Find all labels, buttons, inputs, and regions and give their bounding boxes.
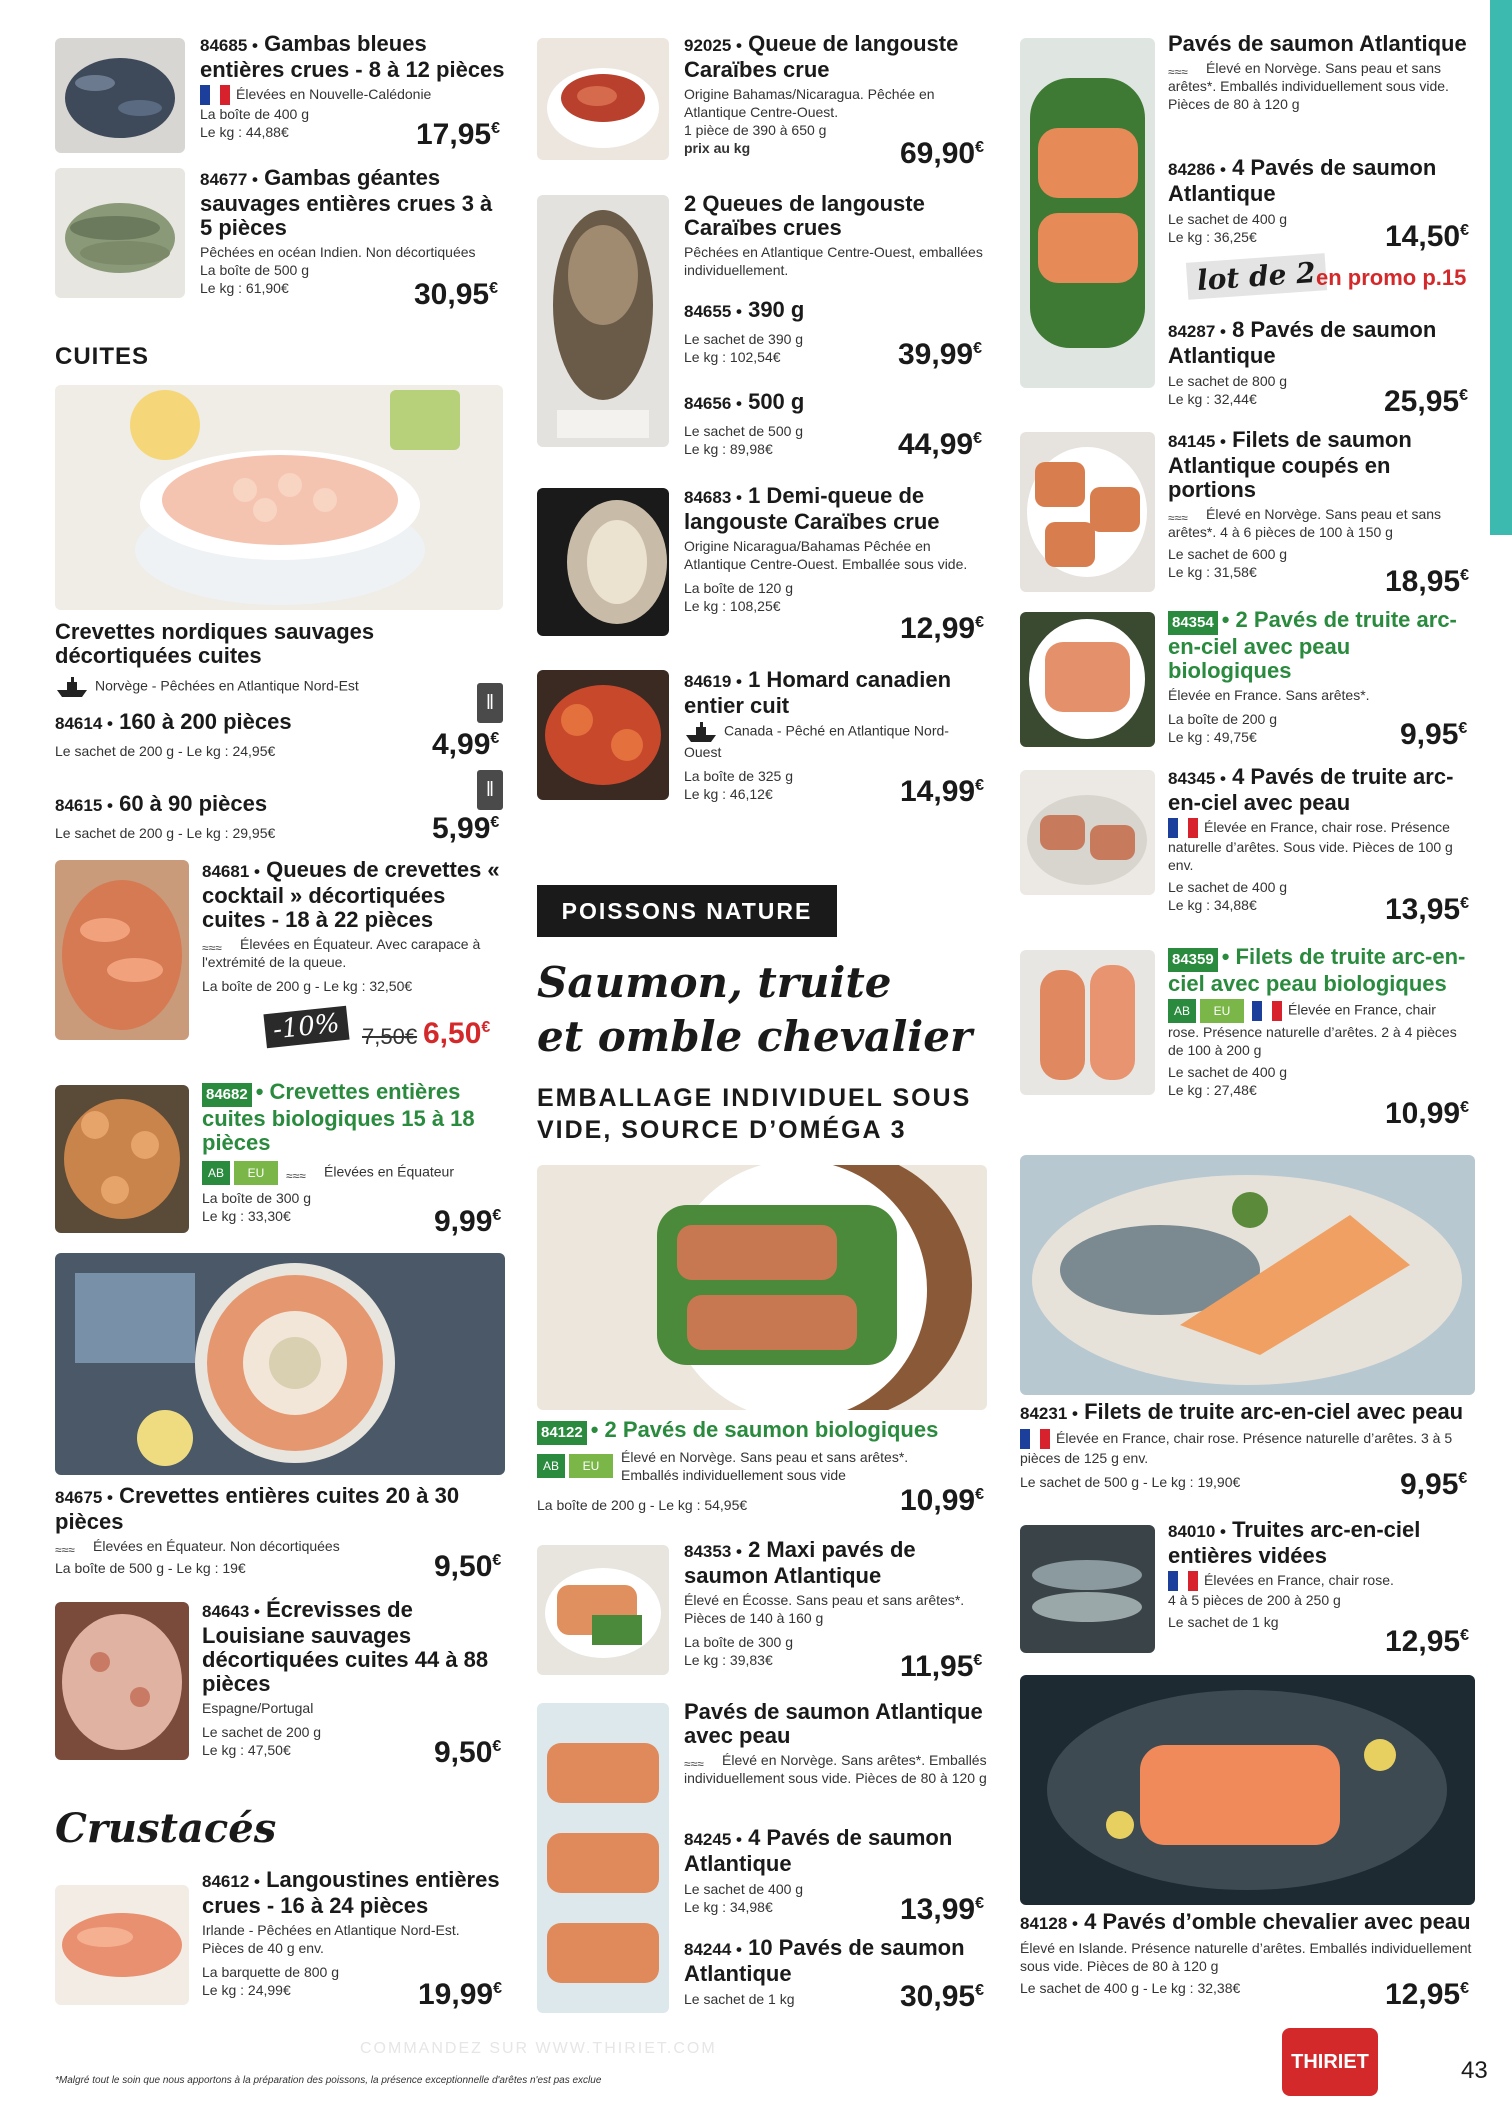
product-84345 [1168,765,1468,914]
product-84010 [1168,1518,1468,1631]
title-saumon-truite: Saumon, truite [537,958,892,1007]
price-84244 [900,1980,984,2014]
price-per-kg: Le kg : 27,48€ [1168,1082,1257,1098]
price-value: 14,99 [900,775,976,808]
price-84619 [900,775,984,809]
section-title-crustaces: Crustacés [55,1805,277,1852]
ecrevisses-photo [55,1602,189,1760]
pack-size: La boîte de 200 g [1168,711,1277,727]
product-code: 84287 • [1168,322,1226,341]
currency: € [1460,1627,1469,1644]
product-84615 [55,792,415,842]
ab-bio-logo-icon: AB [202,1161,230,1185]
pack-size: Le sachet de 400 g [684,1881,804,1897]
old-price: 7,50€ [362,1024,418,1049]
price-value: 17,95 [416,118,492,151]
product-name: 390 g [748,297,805,322]
thiriet-logo: THIRIET [1282,2028,1378,2096]
queues-crevettes-photo [55,860,189,1040]
price-84286 [1385,220,1469,254]
pack-size: Le sachet de 200 g - Le kg : 24,95€ [55,743,276,759]
product-code: 84643 • [202,1602,260,1621]
page-number: 43 [1461,2057,1488,2084]
price-84675 [434,1550,501,1584]
price-value: 30,95 [900,1980,976,2013]
product-84655 [684,298,884,366]
product-code: 84353 • [684,1542,742,1561]
currency: € [490,730,500,747]
france-flag-icon [200,85,230,105]
product-description: Élevée en France, chair rose. Présence naturelle d’arêtes. 3 à 5 pièces de 125 g env. [1020,1430,1453,1467]
product-code: 84245 • [684,1830,742,1849]
product-name: 2 Maxi pavés de saumon Atlantique [684,1537,916,1588]
product-code: 84359 [1168,948,1218,972]
pack-size: La boîte de 400 g [200,106,309,123]
gambas-bleues-photo [55,38,185,153]
promo-link[interactable]: en promo p.15 [1316,265,1467,290]
queues-langouste-group [684,192,984,279]
product-name: 8 Pavés de saumon Atlantique [1168,317,1437,368]
farm-wave-icon: ≈≈≈ [202,941,222,956]
price-84122 [900,1484,984,1518]
france-flag-icon [1252,1001,1282,1021]
homard-photo [537,670,669,800]
price-92025 [900,137,984,171]
langoustines-photo [55,1885,189,2005]
product-code: 84010 • [1168,1522,1226,1541]
crevettes-bio-photo [55,1085,189,1233]
price-84685 [416,118,500,152]
pack-size: La boîte de 325 g [684,768,793,784]
product-code: 84681 • [202,862,260,881]
product-description: Élevée en France, chair rose. Présence naturelle d’arêtes. Sous vide. Pièces de 100 g env. [1168,819,1453,874]
product-description: Origine Bahamas/Nicaragua. Pêchée en Atlantique Centre-Ouest. [684,86,935,120]
product-origin: Irlande - Pêchées en Atlantique Nord-Est. [202,1922,460,1938]
product-84359: 84359 • Filets de truite arc-en-ciel avec peau biologiques AB EU Élevée en France, chair rose. Présence naturelle d’arêtes. 2 à 4 pièces de 100 à 200 g Le sachet de 400 g Le kg : 27,48€ [1168,945,1468,1099]
price-value: 12,95 [1385,1625,1461,1658]
farm-wave-icon: ≈≈≈ [55,1543,75,1558]
pack-size: La boîte de 200 g - Le kg : 54,95€ [537,1497,748,1513]
piece-weight: Pièces de 40 g env. [202,1940,324,1956]
product-84354: 84354 • 2 Pavés de truite arc-en-ciel avec peau biologiques Élevée en France. Sans arêtes*. La boîte de 200 g Le kg : 49,75€ [1168,608,1468,746]
price-value: 69,90 [900,137,976,170]
product-84675 [55,1484,485,1577]
demi-queue-photo [537,488,669,636]
pack-size: La boîte de 300 g [684,1634,793,1650]
crevettes-entieres-photo [55,1253,505,1475]
ab-bio-logo-icon: AB [1168,999,1196,1023]
crevettes-nordiques [55,620,455,698]
price-per-kg: Le kg : 34,88€ [1168,897,1257,914]
product-code: 84614 • [55,714,113,733]
price-per-kg: Le kg : 47,50€ [202,1742,291,1758]
price-value: 30,95 [414,278,490,311]
title-omble-chevalier: et omble chevalier [537,1012,973,1061]
price-per-kg: Le kg : 39,83€ [684,1652,773,1668]
price-per-kg: Le kg : 108,25€ [684,598,781,614]
pack-size: La boîte de 500 g [200,262,309,278]
queue-langouste-photo [537,38,669,160]
product-name: 2 Pavés de saumon biologiques [604,1417,939,1442]
product-name: Gambas bleues entières crues - 8 à 12 pièces [200,31,505,82]
price-unit: prix au kg [684,140,751,156]
product-code: 84655 • [684,302,742,321]
product-code: 84128 • [1020,1914,1078,1933]
footer-url: COMMANDEZ SUR WWW.THIRIET.COM [360,2040,717,2057]
boat-icon [55,676,89,698]
pack-size: La boîte de 200 g - Le kg : 32,50€ [202,978,413,994]
pack-size: Le sachet de 400 g [1168,879,1288,896]
product-code: 84612 • [202,1872,260,1891]
product-name: Écrevisses de Louisiane sauvages décortiquées cuites 44 à 88 pièces [202,1597,489,1696]
product-code: 92025 • [684,36,742,55]
gambas-geantes-photo [55,168,185,298]
product-name: Queue de langouste Caraïbes crue [684,31,959,82]
product-name: 4 Pavés de saumon Atlantique [1168,155,1437,206]
currency: € [493,1980,502,1997]
pack-size: Le sachet de 500 g [684,423,804,439]
price-value: 9,50 [434,1736,493,1769]
product-name: Truites arc-en-ciel entières vidées [1168,1517,1421,1568]
pack-size: Le sachet de 400 g - Le kg : 32,38€ [1020,1980,1241,1996]
section-title-cuites: CUITES [55,343,150,370]
product-name: Pavés de saumon Atlantique [1168,31,1467,56]
boat-icon [684,721,718,743]
price-84359 [1385,1097,1469,1131]
price-per-kg: Le kg : 49,75€ [1168,729,1257,745]
truite-bio-photo [1020,612,1155,747]
currency: € [973,430,982,447]
product-description: Élevé en Écosse. Sans peau et sans arêtes*. Pièces de 140 à 160 g [684,1592,965,1626]
product-84682: 84682 • Crevettes entières cuites biologiques 15 à 18 pièces AB EU ≈≈≈ Élevées en Équateur La boîte de 300 g Le kg : 33,30€ [202,1080,512,1225]
product-code: 84615 • [55,796,113,815]
currency: € [481,1019,491,1036]
france-flag-icon [1020,1429,1050,1449]
price-84643 [434,1736,501,1770]
product-origin: Norvège - Pêchées en Atlantique Nord-Est [95,677,359,694]
discount-badge: -10% [263,1006,349,1048]
currency: € [491,120,500,137]
pack-size: La boîte de 300 g [202,1190,311,1206]
product-84681 [202,858,512,995]
price-84345 [1385,893,1469,927]
currency: € [489,280,498,297]
currency: € [975,1982,984,1999]
currency: € [973,340,982,357]
currency: € [975,777,984,794]
product-name: 2 Queues de langouste Caraïbes crues [684,191,925,240]
france-flag-icon [1168,1571,1198,1591]
product-name: 1 Demi-queue de langouste Caraïbes crue [684,483,940,534]
currency: € [492,1738,502,1755]
product-name: Langoustines entières crues - 16 à 24 pièces [202,1867,500,1918]
price-84128 [1385,1978,1469,2012]
pack-size: La boîte de 120 g [684,580,793,596]
product-code: 84231 • [1020,1404,1078,1423]
price-84353 [900,1650,982,1684]
product-code: 84354 [1168,611,1218,635]
currency: € [490,814,500,831]
footer-disclaimer: *Malgré tout le soin que nous apportons à la préparation des poissons, la présence exceptionnelle d'arêtes n'est pas exclue [55,2075,602,2086]
paves-avec-peau-group [684,1700,994,1787]
price-value: 44,99 [898,428,974,461]
product-name: 160 à 200 pièces [119,709,292,734]
price-per-kg: Le kg : 32,44€ [1168,391,1257,407]
product-84656 [684,390,884,458]
eu-organic-leaf-icon: EU [234,1161,278,1185]
product-code: 84286 • [1168,160,1226,179]
product-name: Gambas géantes sauvages entières crues 3 à 5 pièces [200,165,493,240]
product-code: 84122 [537,1421,587,1445]
product-origin: Élevées en Équateur. Avec carapace à l'extrémité de la queue. [202,936,481,970]
product-name: 1 Homard canadien entier cuit [684,667,952,718]
price-value: 6,50 [423,1017,482,1050]
price-84287 [1384,385,1468,419]
price-value: 5,99 [432,812,491,845]
price-84612 [418,1978,502,2012]
product-description: Élevé en Norvège. Sans peau et sans arêtes*. [621,1449,909,1465]
product-origin: Pêchées en océan Indien. Non décortiquées [200,244,476,260]
price-per-kg: Le kg : 46,12€ [684,786,773,802]
currency: € [1460,1099,1469,1116]
product-name: Pavés de saumon Atlantique avec peau [684,1699,983,1748]
product-name: 4 Pavés de saumon Atlantique [684,1825,953,1876]
price-per-kg: Le kg : 44,88€ [200,124,289,141]
price-84677 [414,278,498,312]
currency: € [1459,387,1468,404]
product-origin: Élevées en Équateur [324,1163,454,1180]
product-origin: Élevées en Équateur. Non décortiquées [93,1538,340,1554]
pack-size: La boîte de 500 g - Le kg : 19€ [55,1560,246,1576]
product-84643 [202,1598,512,1759]
piece-weight: 1 pièce de 390 à 650 g [684,122,827,138]
product-code: 84619 • [684,672,742,691]
currency: € [975,139,984,156]
paves-saumon-photo [1020,38,1155,388]
pack-size: Le sachet de 400 g [1168,211,1288,227]
product-origin: Élevées en Nouvelle-Calédonie [236,86,432,102]
price-value: 10,99 [1385,1097,1461,1130]
poissons-nature-banner: POISSONS NATURE [537,885,837,937]
pack-size: Le sachet de 600 g [1168,546,1288,562]
currency: € [973,1652,983,1669]
product-code: 84675 • [55,1488,113,1507]
price-value: 19,99 [418,1978,494,2011]
pack-size: Le sachet de 400 g [1168,1064,1288,1080]
price-value: 11,95 [900,1650,974,1683]
piece-weight: 4 à 5 pièces de 200 à 250 g [1168,1592,1341,1609]
price-value: 14,50 [1385,220,1461,253]
product-origin: Espagne/Portugal [202,1700,314,1716]
paves-truite-photo [1020,770,1155,895]
pack-size: Le sachet de 1 kg [1168,1614,1279,1631]
pack-size: Le sachet de 1 kg [684,1991,795,2007]
currency: € [1460,567,1469,584]
product-name: Queues de crevettes « cocktail » décortiquées cuites - 18 à 22 pièces [202,857,500,932]
product-code: 84656 • [684,394,742,413]
product-code: 84145 • [1168,432,1226,451]
price-per-kg: Le kg : 89,98€ [684,441,773,457]
paves-avec-peau-photo [537,1703,669,2013]
product-name: Crevettes entières cuites biologiques 15 à 18 pièces [202,1079,475,1155]
pack-size: La barquette de 800 g [202,1964,340,1980]
price-84656 [898,428,982,462]
product-description: Pêchées en Atlantique Centre-Ouest, emballées individuellement. [684,244,983,278]
price-84145 [1385,565,1469,599]
currency: € [975,1895,984,1912]
queues-langouste-photo [537,195,669,447]
product-description: Élevée en France. Sans arêtes*. [1168,687,1370,703]
cutlery-icon: ǁ [477,770,503,810]
product-description: Élevées en France, chair rose. [1204,1572,1394,1588]
price-per-kg: Le kg : 34,98€ [684,1899,773,1915]
product-description: Élevé en Norvège. Sans peau et sans arêtes*. 4 à 6 pièces de 100 à 150 g [1168,506,1442,540]
price-value: 25,95 [1384,385,1460,418]
currency: € [975,614,984,631]
price-value: 9,50 [434,1550,493,1583]
product-description: Élevé en Islande. Présence naturelle d’arêtes. Emballés individuellement sous vide. Pièces de 80 à 120 g [1020,1940,1472,1974]
price-value: 4,99 [432,728,491,761]
price-84682 [434,1205,501,1239]
product-84614 [55,710,415,760]
farm-wave-icon: ≈≈≈ [1168,511,1188,526]
eu-organic-leaf-icon: EU [569,1454,613,1478]
product-name: Crevettes entières cuites 20 à 30 pièces [55,1483,460,1534]
price-value: 10,99 [900,1484,976,1517]
product-description: Élevée en France, chair rose. Présence naturelle d’arêtes. 2 à 4 pièces de 100 à 200 g [1168,1001,1457,1058]
product-84145 [1168,428,1468,581]
price-value: 12,95 [1385,1978,1461,2011]
product-name: Filets de saumon Atlantique coupés en portions [1168,427,1412,502]
price-84614 [432,728,499,762]
product-code: 84677 • [200,170,258,189]
price-per-kg: Le kg : 36,25€ [1168,229,1257,245]
product-code: 84683 • [684,488,742,507]
pack-size: Le sachet de 200 g [202,1724,322,1740]
price-per-kg: Le kg : 24,99€ [202,1982,291,1998]
price-84354 [1400,718,1467,752]
product-code: 84685 • [200,36,258,55]
filets-saumon-portions-photo [1020,432,1155,592]
farm-wave-icon: ≈≈≈ [286,1169,306,1183]
currency: € [1458,1470,1468,1487]
price-value: 13,99 [900,1893,976,1926]
promo-price [423,1017,490,1051]
product-code: 84682 [202,1083,252,1107]
currency: € [492,1207,502,1224]
price-84683 [900,612,984,646]
filets-truite-photo [1020,1155,1475,1395]
product-description: Origine Nicaragua/Bahamas Pêchée en Atlantique Centre-Ouest. Emballée sous vide. [684,538,968,572]
product-code: 84345 • [1168,769,1226,788]
product-name: Filets de truite arc-en-ciel avec peau biologiques [1168,944,1466,996]
pack-size: Le sachet de 200 g - Le kg : 29,95€ [55,825,276,841]
product-name: 2 Pavés de truite arc-en-ciel avec peau biologiques [1168,607,1457,683]
farm-wave-icon: ≈≈≈ [684,1757,704,1772]
product-code: 84244 • [684,1940,742,1959]
currency: € [492,1552,502,1569]
currency: € [1460,222,1469,239]
product-name: 4 Pavés d’omble chevalier avec peau [1084,1909,1471,1934]
price-value: 18,95 [1385,565,1461,598]
price-per-kg: Le kg : 61,90€ [200,280,289,296]
price-per-kg: Le kg : 31,58€ [1168,564,1257,580]
product-origin: Canada - Pêché en Atlantique Nord-Ouest [684,722,949,760]
product-description: Élevé en Norvège. Sans peau et sans arêtes*. Emballés individuellement sous vide. Pièces de 80 à 120 g [1168,60,1449,112]
side-color-band [1490,0,1512,535]
pack-size: Le sachet de 800 g [1168,373,1288,389]
saumon-bio-photo [537,1165,987,1410]
price-per-kg: Le kg : 33,30€ [202,1208,291,1224]
ab-bio-logo-icon: AB [537,1454,565,1478]
price-per-kg: Le kg : 102,54€ [684,349,781,365]
currency: € [1460,1980,1469,1997]
price-value: 39,99 [898,338,974,371]
eu-organic-leaf-icon: EU [1200,999,1244,1023]
currency: € [1458,720,1468,737]
filets-truite-bio-photo [1020,950,1155,1095]
paves-saumon-group [1168,32,1468,113]
pack-size: Le sachet de 390 g [684,331,804,347]
packaging-note: Emballés individuellement sous vide [621,1467,846,1483]
currency: € [975,1486,984,1503]
emballage-line-2: VIDE, SOURCE D’OMÉGA 3 [537,1116,907,1144]
truites-entieres-photo [1020,1525,1155,1653]
product-name: 4 Pavés de truite arc-en-ciel avec peau [1168,764,1454,815]
price-value: 13,95 [1385,893,1461,926]
omble-chevalier-photo [1020,1675,1475,1905]
price-value: 9,95 [1400,718,1459,751]
pack-size: Le sachet de 500 g - Le kg : 19,90€ [1020,1474,1241,1491]
product-name: Filets de truite arc-en-ciel avec peau [1084,1399,1464,1424]
emballage-heading [537,1082,971,1146]
product-name: 60 à 90 pièces [119,791,268,816]
emballage-line-1: EMBALLAGE INDIVIDUEL SOUS [537,1084,972,1112]
price-value: 9,99 [434,1205,493,1238]
product-name: 10 Pavés de saumon Atlantique [684,1935,965,1986]
currency: € [1460,895,1469,912]
maxi-paves-photo [537,1545,669,1675]
product-name: 500 g [748,389,805,414]
price-84231 [1400,1468,1467,1502]
price-value: 9,95 [1400,1468,1459,1501]
france-flag-icon [1168,818,1198,838]
farm-wave-icon: ≈≈≈ [1168,65,1188,80]
product-84122: 84122 • 2 Pavés de saumon biologiques AB EU Élevé en Norvège. Sans peau et sans arêtes*. Emballés individuellement sous vide La boîte de 200 g - Le kg : 54,95€ [537,1418,987,1514]
price-84615 [432,812,499,846]
price-84245 [900,1893,984,1927]
product-name: Crevettes nordiques sauvages décortiquées cuites [55,619,375,668]
cutlery-icon: ǁ [477,683,503,723]
lot-de-2-badge: lot de 2 [1186,253,1327,300]
crevettes-nordiques-photo [55,385,503,610]
price-84655 [898,338,982,372]
price-value: 12,99 [900,612,976,645]
price-84010 [1385,1625,1469,1659]
product-84683 [684,484,984,615]
product-description: Élevé en Norvège. Sans arêtes*. Emballés individuellement sous vide. Pièces de 80 à 120 g [684,1752,987,1786]
